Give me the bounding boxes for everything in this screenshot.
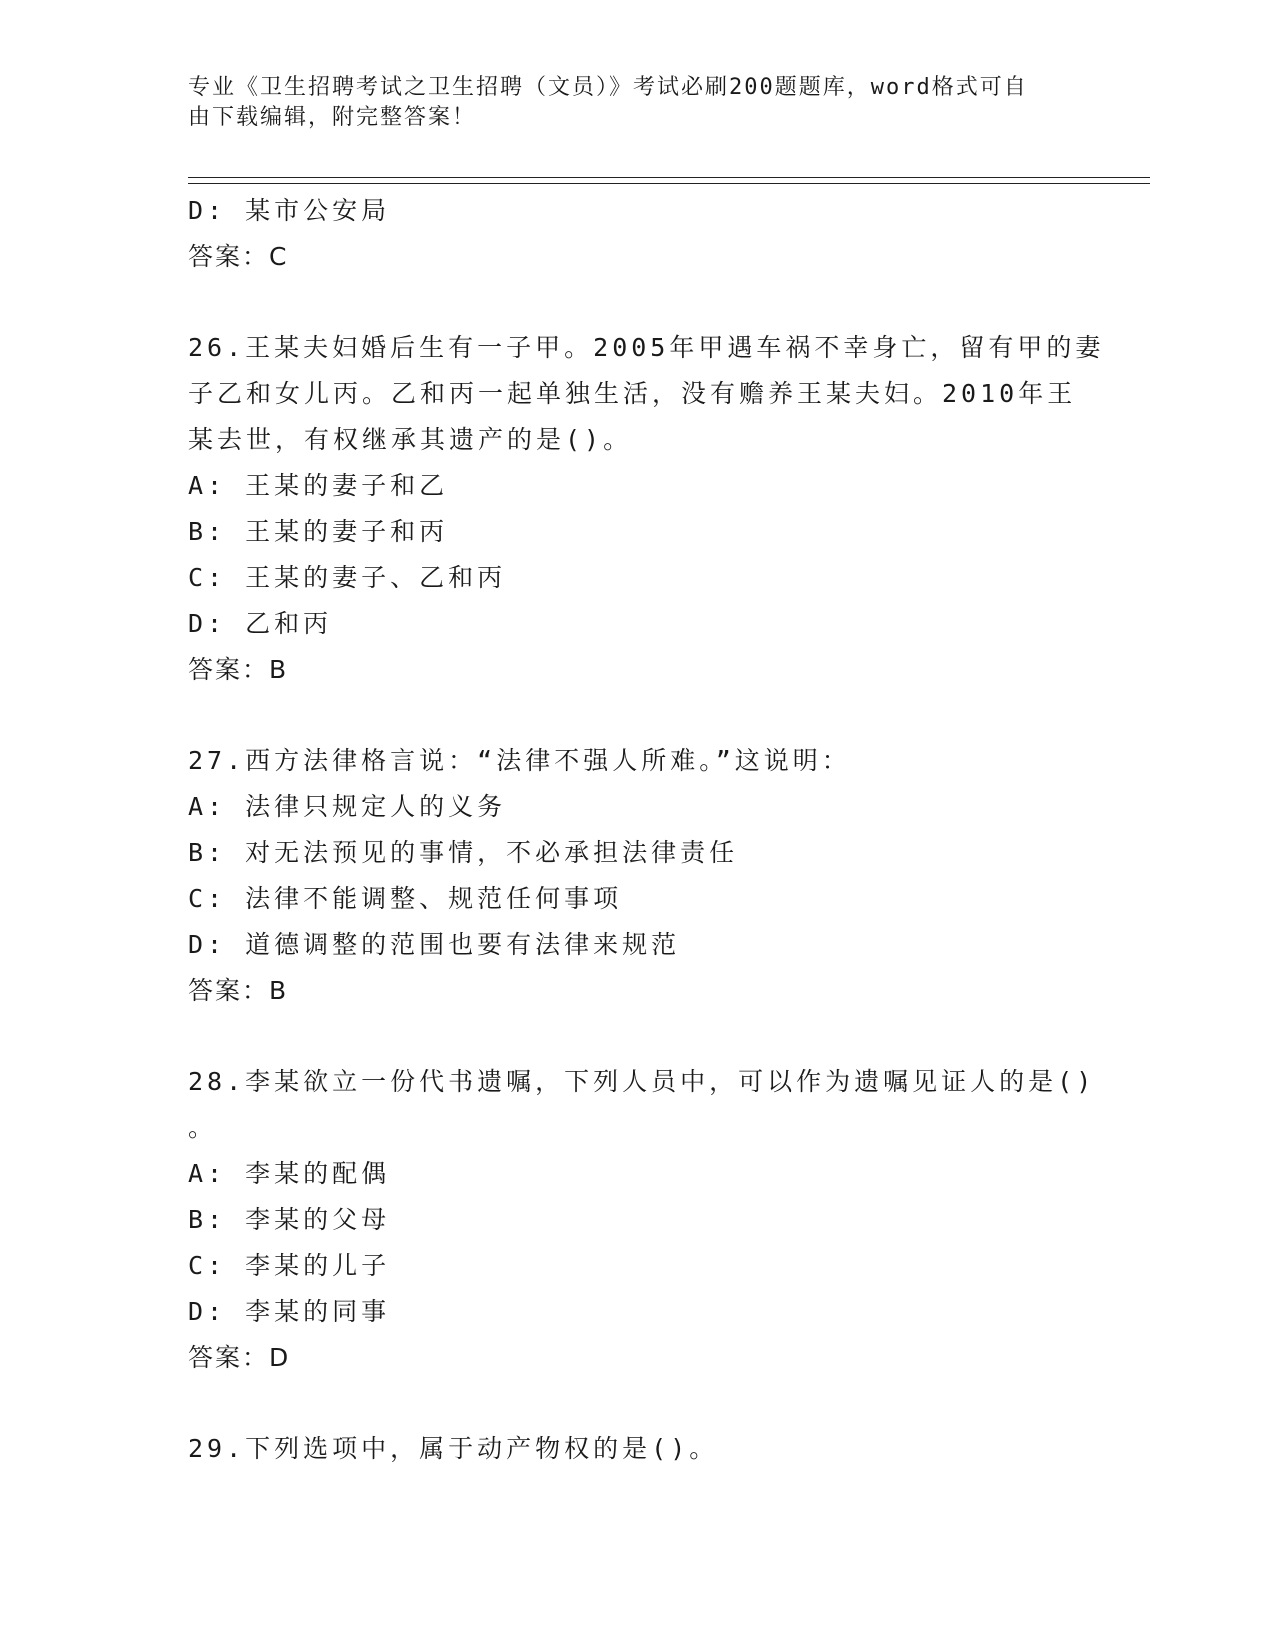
spacer (188, 1014, 1088, 1059)
option-b: B: 李某的父母 (188, 1205, 391, 1234)
spacer (188, 693, 1088, 738)
answer-label: 答案：C (188, 242, 289, 271)
option-a: A: 李某的配偶 (188, 1159, 391, 1188)
option-d: D: 乙和丙 (188, 609, 333, 638)
header-line-2: 由下载编辑，附完整答案！ (188, 105, 477, 130)
header-divider-top (188, 177, 1150, 178)
spacer (188, 280, 1088, 325)
option-c: C: 法律不能调整、规范任何事项 (188, 884, 623, 913)
question-text-line: 29.下列选项中，属于动产物权的是()。 (188, 1434, 719, 1463)
header-line-1: 专业《卫生招聘考试之卫生招聘（文员）》考试必刷200题题库，word格式可自 (188, 75, 1028, 100)
option-c: C: 王某的妻子、乙和丙 (188, 563, 507, 592)
answer-label: 答案：D (188, 1343, 291, 1372)
question-26 (188, 325, 1105, 693)
option-a: A: 王某的妻子和乙 (188, 471, 449, 500)
header-divider-bottom (188, 183, 1150, 184)
option-d: D: 某市公安局 (188, 196, 391, 225)
option-a: A: 法律只规定人的义务 (188, 792, 507, 821)
question-text-line: 26.王某夫妇婚后生有一子甲。2005年甲遇车祸不幸身亡，留有甲的妻 (188, 333, 1105, 362)
answer-label: 答案：B (188, 655, 289, 684)
document-header (188, 73, 1088, 133)
question-text-line: 27.西方法律格言说：“法律不强人所难。”这说明： (188, 746, 851, 775)
question-text-line: 28.李某欲立一份代书遗嘱，下列人员中，可以作为遗嘱见证人的是() (188, 1067, 1096, 1096)
option-b: B: 对无法预见的事情，不必承担法律责任 (188, 838, 739, 867)
question-text-line: 子乙和女儿丙。乙和丙一起单独生活，没有赡养王某夫妇。2010年王 (188, 379, 1077, 408)
answer-label: 答案：B (188, 976, 289, 1005)
question-list (188, 188, 1105, 1472)
question-27 (188, 738, 1088, 1014)
option-d: D: 道德调整的范围也要有法律来规范 (188, 930, 681, 959)
question-28 (188, 1059, 1096, 1381)
option-d: D: 李某的同事 (188, 1297, 391, 1326)
option-c: C: 李某的儿子 (188, 1251, 391, 1280)
question-text-line: 。 (188, 1113, 218, 1142)
question-29 (188, 1426, 1088, 1472)
question-text-line: 某去世，有权继承其遗产的是()。 (188, 425, 633, 454)
question-25-tail (188, 188, 1088, 280)
option-b: B: 王某的妻子和丙 (188, 517, 449, 546)
spacer (188, 1381, 1088, 1426)
